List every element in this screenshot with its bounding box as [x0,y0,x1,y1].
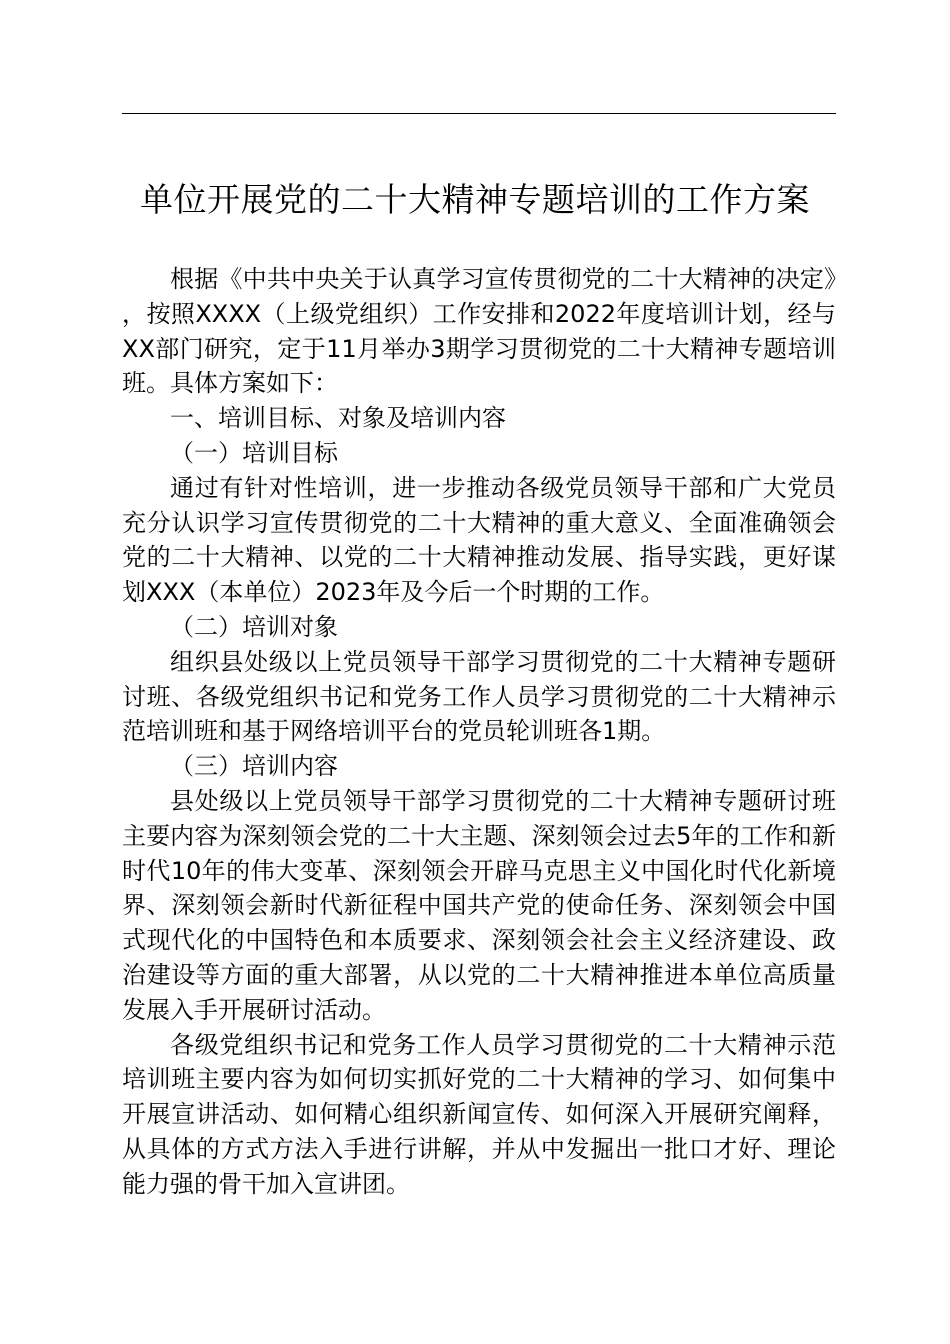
goals-paragraph: 通过有针对性培训，进一步推动各级党员领导干部和广大党员充分认识学习宣传贯彻党的二十大精神的重大意义、全面准确领会党的二十大精神、以党的二十大精神推动发展、指导实践，更好谋划XXX（本单位）2023年及今后一个时期的工作。 [122,473,836,607]
document-body [122,262,836,1202]
section-heading-1: 一、培训目标、对象及培训内容 [170,404,506,433]
document-title: 单位开展党的二十大精神专题培训的工作方案 [140,180,810,219]
content-paragraph-2: 各级党组织书记和党务工作人员学习贯彻党的二十大精神示范培训班主要内容为如何切实抓好党的二十大精神的学习、如何集中开展宣讲活动、如何精心组织新闻宣传、如何深入开展研究阐释，从具体的方式方法入手进行讲解，并从中发掘出一批口才好、理论能力强的骨干加入宣讲团。 [122,1030,836,1198]
subsection-heading-targets: （二）培训对象 [170,612,338,641]
targets-paragraph: 组织县处级以上党员领导干部学习贯彻党的二十大精神专题研讨班、各级党组织书记和党务工作人员学习贯彻党的二十大精神示范培训班和基于网络培训平台的党员轮训班各1期。 [122,647,836,746]
subsection-heading-goals: （一）培训目标 [170,438,338,467]
header-rule [122,113,836,114]
subsection-heading-content: （三）培训内容 [170,752,338,781]
content-paragraph-1: 县处级以上党员领导干部学习贯彻党的二十大精神专题研讨班主要内容为深刻领会党的二十大主题、深刻领会过去5年的工作和新时代10年的伟大变革、深刻领会开辟马克思主义中国化时代化新境界、深刻领会新时代新征程中国共产党的使命任务、深刻领会中国式现代化的中国特色和本质要求、深刻领会社会主义经济建设、政治建设等方面的重大部署，从以党的二十大精神推进本单位高质量发展入手开展研讨活动。 [122,786,836,1024]
intro-paragraph: 根据《中共中央关于认真学习宣传贯彻党的二十大精神的决定》，按照XXXX（上级党组织）工作安排和2022年度培训计划，经与XX部门研究，定于11月举办3期学习贯彻党的二十大精神专题培训班。具体方案如下： [122,265,836,398]
